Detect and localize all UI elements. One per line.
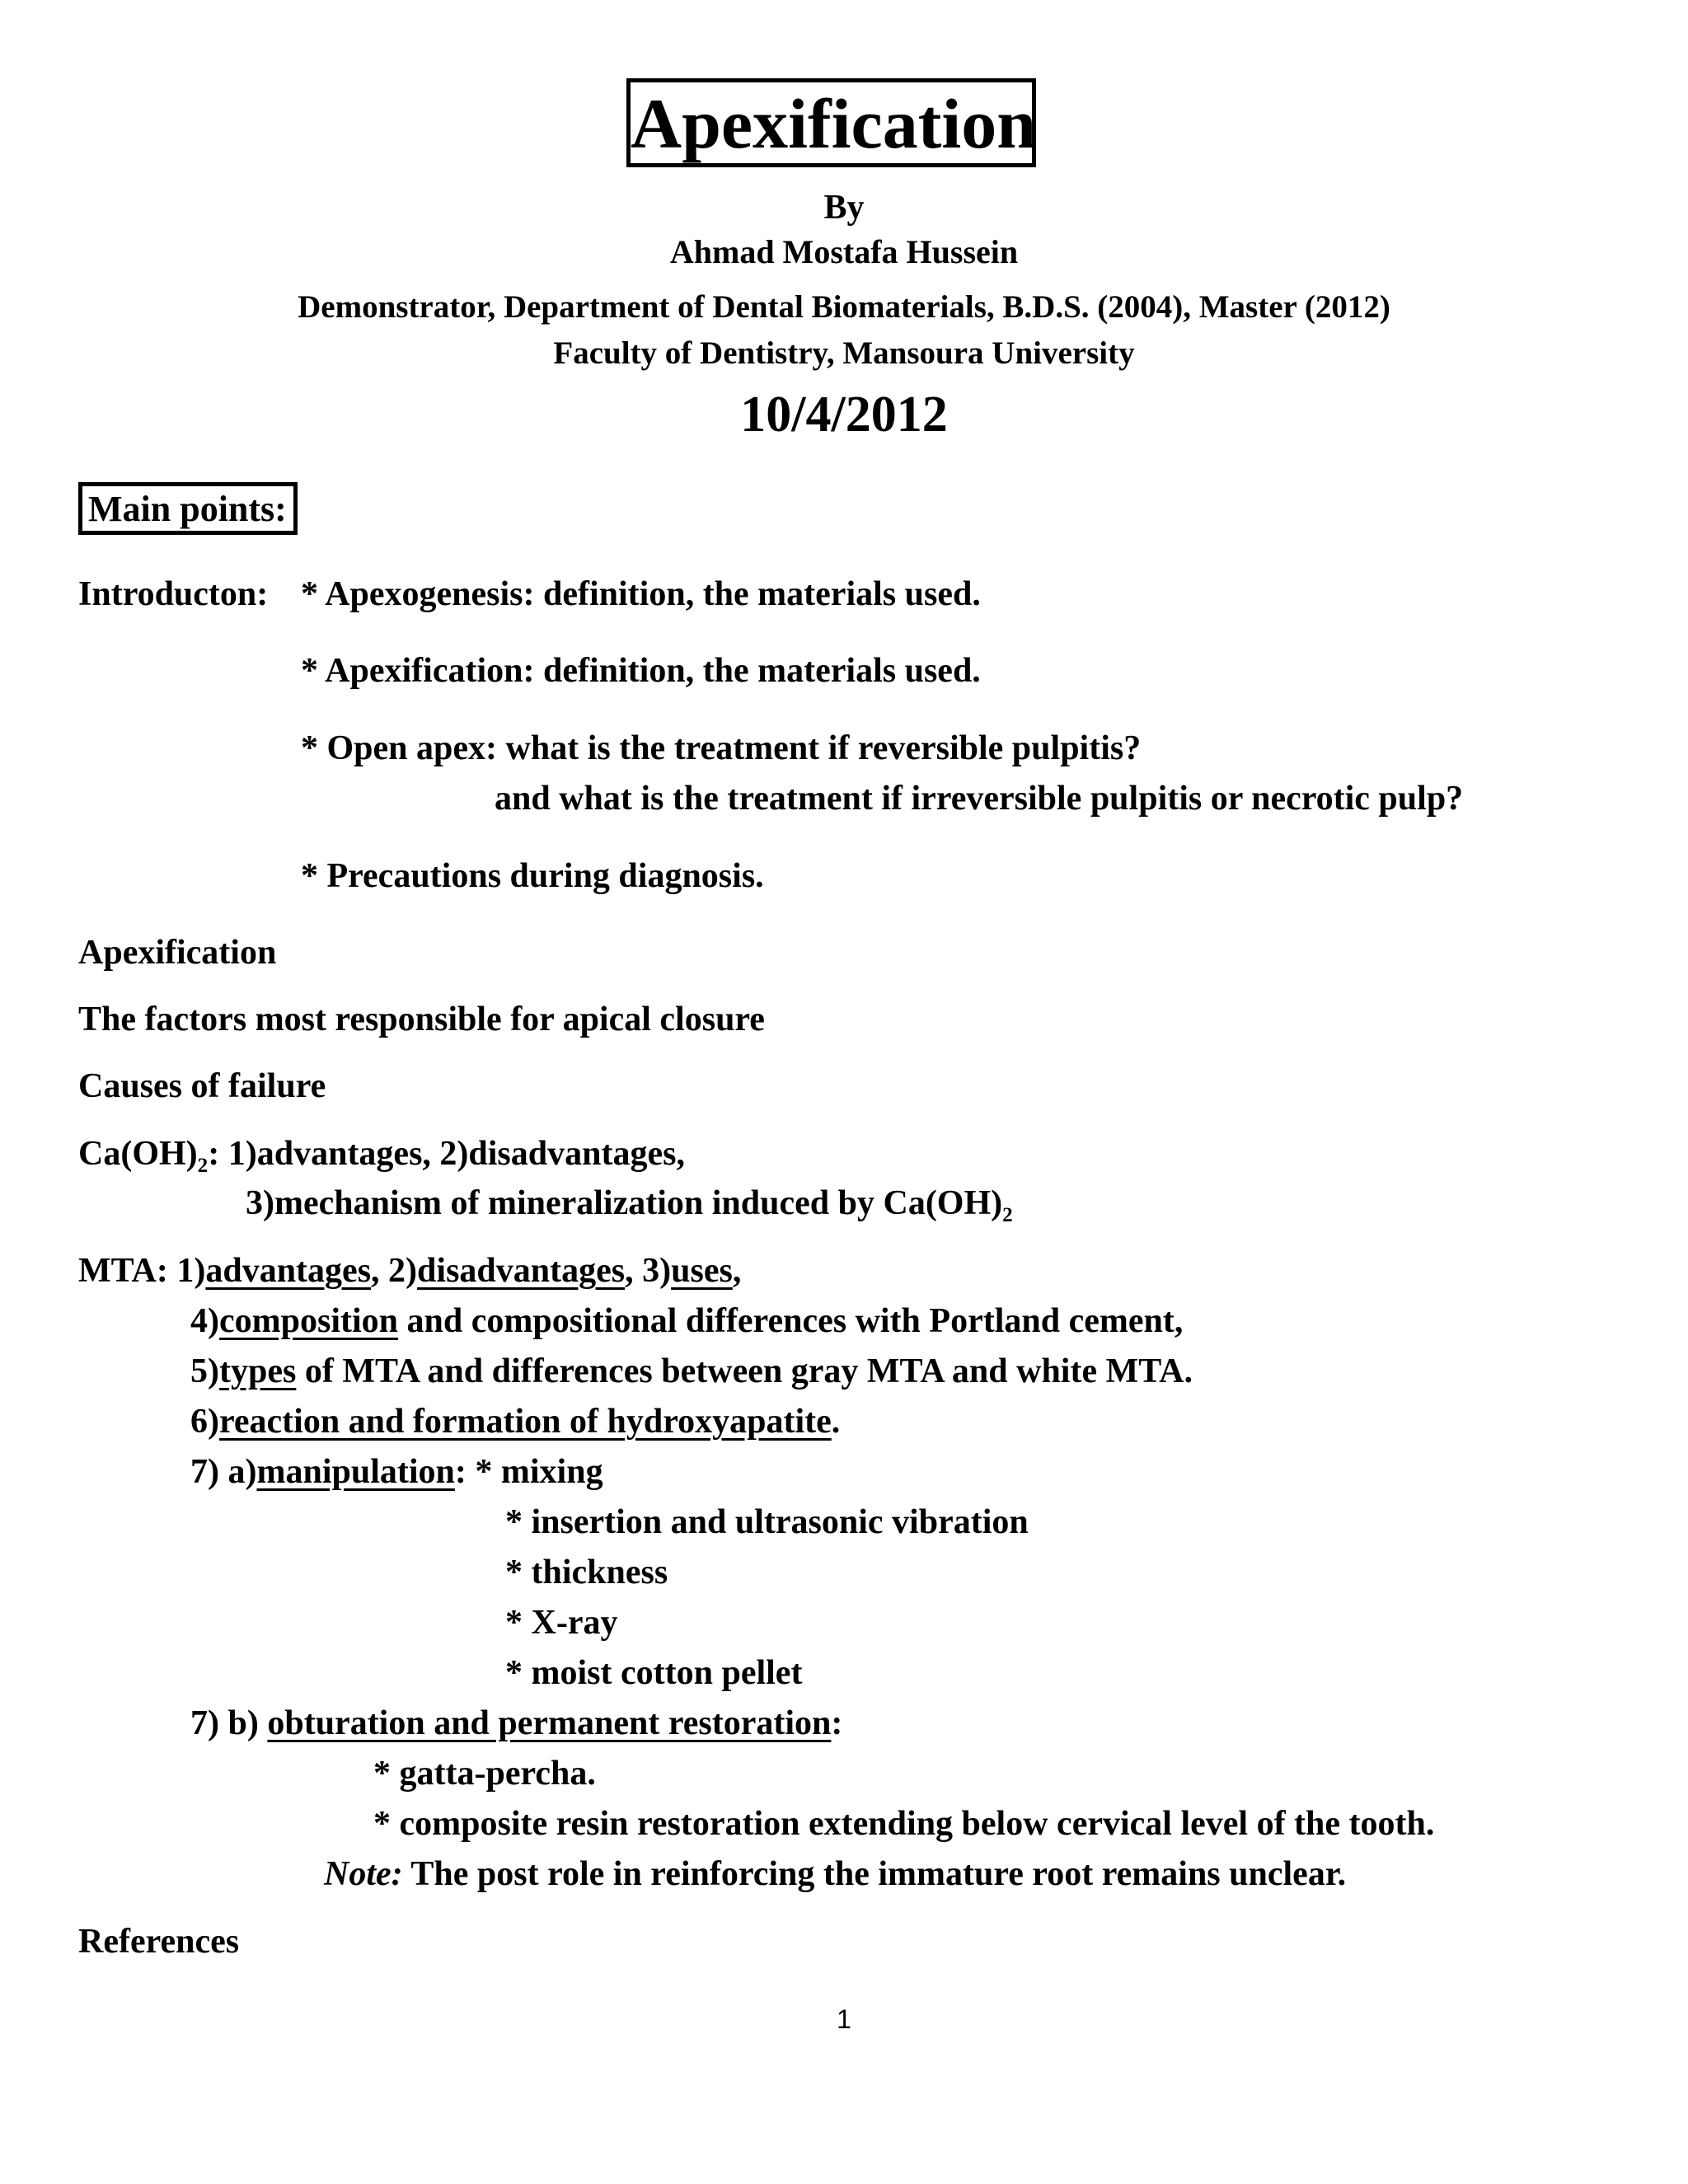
main-points-heading: Main points: <box>78 482 298 535</box>
intro-item-precautions: * Precautions during diagnosis. <box>301 857 764 895</box>
intro-item-apexification: * Apexification: definition, the materials used. <box>301 652 981 690</box>
section-factors: The factors most responsible for apical closure <box>78 1001 765 1038</box>
section-apexification: Apexification <box>78 934 277 972</box>
caoh-line-2-text: 3)mechanism of mineralization induced by Ca(OH) <box>246 1184 1003 1222</box>
mta-l3-rest: of MTA and differences between gray MTA and white MTA. <box>296 1352 1193 1390</box>
mta-obturation: obturation and permanent restoration <box>267 1704 832 1742</box>
mta-l4-num: 6) <box>190 1403 219 1441</box>
mta-l6-num: 7) b) <box>190 1704 268 1742</box>
intro-item-open-apex-cont: and what is the treatment if irreversible pulpitis or necrotic pulp? <box>495 780 1464 818</box>
mta-sep-1: , 2) <box>371 1252 418 1290</box>
mta-line-5 <box>190 1451 603 1493</box>
obt-item-composite: * composite resin restoration extending below cervical level of the tooth. <box>373 1805 1435 1843</box>
mta-composition: composition <box>219 1302 399 1340</box>
obt-item-gutta: * gatta-percha. <box>373 1755 596 1793</box>
mta-line-6 <box>190 1703 842 1744</box>
mta-uses: uses <box>671 1252 733 1290</box>
mta-line-3 <box>190 1351 1193 1392</box>
manip-item-thickness: * thickness <box>505 1554 668 1591</box>
document-date: 10/4/2012 <box>740 387 948 443</box>
mta-l5-num: 7) a) <box>190 1453 257 1491</box>
by-label: By <box>823 189 865 227</box>
section-failure: Causes of failure <box>78 1067 326 1105</box>
mta-types: types <box>219 1352 297 1390</box>
mta-line-1 <box>78 1250 741 1291</box>
caoh-line-1 <box>78 1133 685 1177</box>
mta-period: . <box>831 1403 841 1441</box>
caoh-line-2 <box>246 1183 1013 1224</box>
intro-label: Introducton: <box>78 575 269 613</box>
mta-reaction: reaction and formation of hydroxyapatite <box>219 1403 832 1441</box>
mta-line-4 <box>190 1401 840 1442</box>
author-name: Ahmad Mostafa Hussein <box>669 233 1019 270</box>
caoh-line-1-rest: : 1)advantages, 2)disadvantages, <box>208 1135 685 1173</box>
manip-item-xray: * X-ray <box>505 1604 618 1642</box>
mta-sep-2: , 3) <box>625 1252 672 1290</box>
caoh-subscript: 2 <box>197 1154 209 1177</box>
note-line <box>324 1854 1346 1895</box>
mta-prefix: MTA: 1) <box>78 1252 206 1290</box>
mta-manipulation: manipulation <box>256 1453 455 1491</box>
mta-colon: : <box>831 1704 843 1742</box>
mta-l2-rest: and compositional differences with Portland cement, <box>398 1302 1184 1340</box>
document-title: Apexification <box>626 78 1036 167</box>
note-label: Note: <box>324 1855 403 1893</box>
section-references: References <box>78 1923 240 1961</box>
caoh-prefix: Ca(OH) <box>78 1135 198 1173</box>
mta-comma: , <box>732 1252 742 1290</box>
mta-advantages: advantages <box>205 1252 372 1290</box>
affiliation-line-2: Faculty of Dentistry, Mansoura University <box>553 335 1135 371</box>
mta-line-2 <box>190 1301 1183 1342</box>
intro-item-open-apex: * Open apex: what is the treatment if reversible pulpitis? <box>301 729 1142 767</box>
page-number: 1 <box>837 2004 851 2034</box>
manip-item-cotton: * moist cotton pellet <box>505 1654 803 1692</box>
note-text: The post role in reinforcing the immature root remains unclear. <box>402 1855 1347 1893</box>
mta-l5-rest: : * mixing <box>454 1453 603 1491</box>
caoh-line-2-subscript: 2 <box>1002 1203 1013 1226</box>
intro-item-apexogenesis: * Apexogenesis: definition, the materials used. <box>301 575 981 613</box>
mta-l3-num: 5) <box>190 1352 219 1390</box>
mta-l2-num: 4) <box>190 1302 219 1340</box>
mta-disadvantages: disadvantages <box>417 1252 626 1290</box>
manip-item-insertion: * insertion and ultrasonic vibration <box>505 1503 1029 1541</box>
affiliation-line-1: Demonstrator, Department of Dental Biomaterials, B.D.S. (2004), Master (2012) <box>298 289 1390 325</box>
